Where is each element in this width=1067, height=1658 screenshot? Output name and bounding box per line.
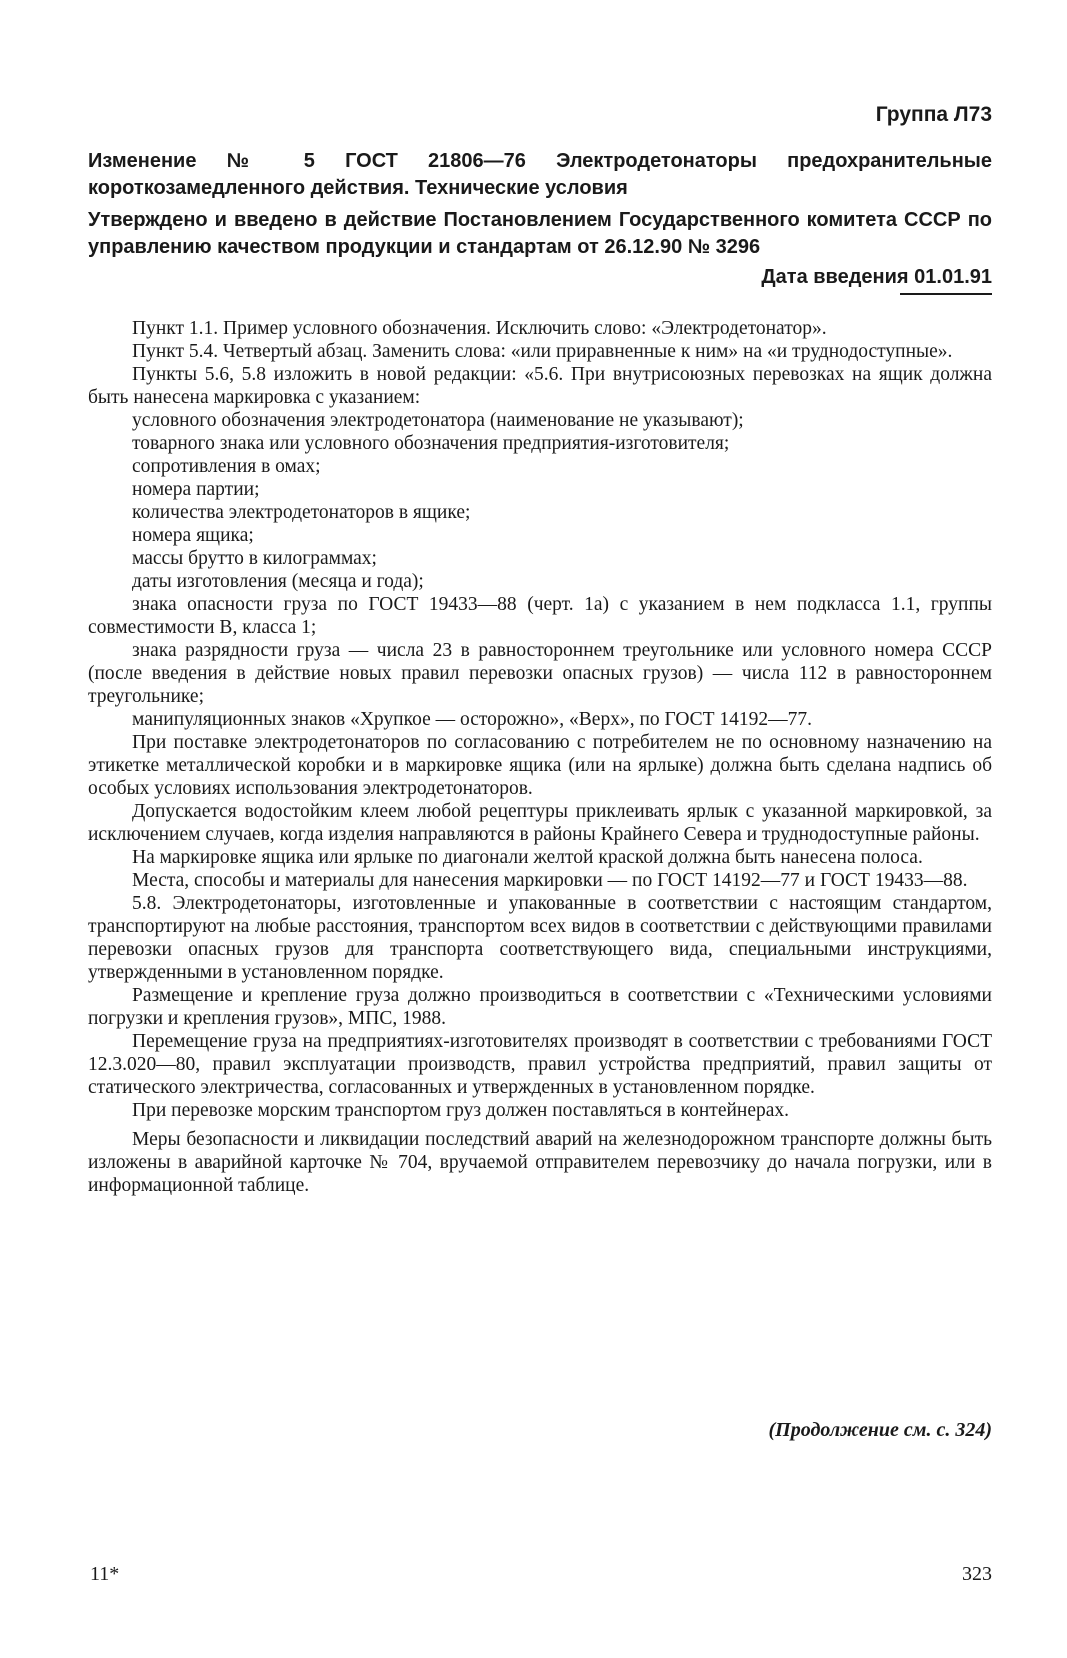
approval-statement: Утверждено и введено в действие Постановлением Государственного комитета СССР по управлению качеством продукции и стандартам от 26.12.90 № 3296 [88, 209, 992, 258]
list-item: знака разрядности груза — числа 23 в равностороннем треугольнике или условного номера СССР (после введения в действие новых правил перевозки опасных грузов) — числа 112 в равностороннем треугольнике; [88, 640, 992, 707]
paragraph: Пункт 5.4. Четвертый абзац. Заменить слова: «или приравненные к ним» на «и труднодоступные». [132, 341, 953, 362]
list-item: манипуляционных знаков «Хрупкое — осторожно», «Верх», по ГОСТ 14192—77. [132, 709, 813, 730]
paragraph: Допускается водостойким клеем любой рецептуры приклеивать ярлык с указанной маркировкой, за исключением случаев, когда изделия направляются в районы Крайнего Севера и труднодоступные районы. [88, 801, 992, 845]
list-item: даты изготовления (месяца и года); [132, 571, 424, 592]
list-item: товарного знака или условного обозначения предприятия-изготовителя; [132, 433, 730, 454]
date-value: 01.01.91 [914, 266, 992, 288]
signature-mark: 11* [90, 1563, 120, 1585]
paragraph: При поставке электродетонаторов по согласованию с потребителем не по основному назначению на этикетке металлической коробки и в маркировке ящика (или на ярлыке) должна быть сделана надпись об особых условиях использования электродетонаторов. [88, 732, 992, 799]
page-number: 323 [962, 1563, 992, 1585]
paragraph: Места, способы и материалы для нанесения маркировки — по ГОСТ 14192—77 и ГОСТ 19433—88. [132, 870, 968, 891]
paragraph: На маркировке ящика или ярлыке по диагонали желтой краской должна быть нанесена полоса. [132, 847, 923, 868]
group-code: Группа Л73 [875, 103, 992, 126]
list-item: массы брутто в килограммах; [132, 548, 377, 569]
paragraph: Меры безопасности и ликвидации последствий аварий на железнодорожном транспорте должны быть изложены в аварийной карточке № 704, вручаемой отправителем перевозчику до начала погрузки, или в информационной таблице. [88, 1129, 992, 1196]
paragraph: Размещение и крепление груза должно производиться в соответствии с «Техническими условиями погрузки и крепления грузов», МПС, 1988. [88, 985, 992, 1029]
continuation-note: (Продолжение см. с. 324) [768, 1419, 992, 1441]
list-item: количества электродетонаторов в ящике; [132, 502, 471, 523]
document-title: Изменение № 5 ГОСТ 21806—76 Электродетонаторы предохранительные короткозамедленного действия. Технические условия [88, 150, 992, 199]
list-item: номера партии; [132, 479, 260, 500]
document-body [88, 317, 992, 1197]
paragraph: Перемещение груза на предприятиях-изготовителях производят в соответствии с требованиями ГОСТ 12.3.020—80, правил эксплуатации производств, правил устройства предприятий, правил защиты от статического электричества, согласованных и утвержденных в установленном порядке. [88, 1031, 992, 1098]
document-page [88, 0, 992, 1658]
paragraph: Пункт 1.1. Пример условного обозначения. Исключить слово: «Электродетонатор». [132, 318, 827, 339]
date-underline [900, 293, 992, 295]
list-item: номера ящика; [132, 525, 254, 546]
effective-date [761, 266, 992, 289]
paragraph: Пункты 5.6, 5.8 изложить в новой редакции: «5.6. При внутрисоюзных перевозках на ящик должна быть нанесена маркировка с указанием: [88, 364, 992, 408]
list-item: сопротивления в омах; [132, 456, 321, 477]
list-item: условного обозначения электродетонатора (наименование не указывают); [132, 410, 744, 431]
list-item: знака опасности груза по ГОСТ 19433—88 (черт. 1а) с указанием в нем подкласса 1.1, группы совместимости В, класса 1; [88, 594, 992, 638]
paragraph: При перевозке морским транспортом груз должен поставляться в контейнерах. [132, 1100, 790, 1121]
date-label: Дата введения [761, 266, 909, 288]
paragraph: 5.8. Электродетонаторы, изготовленные и упакованные в соответствии с настоящим стандартом, транспортируют на любые расстояния, транспортом всех видов в соответствии с действующими правилами перевозки опасных грузов для транспорта соответствующего вида, специальными инструкциями, утвержденными в установленном порядке. [88, 893, 992, 983]
